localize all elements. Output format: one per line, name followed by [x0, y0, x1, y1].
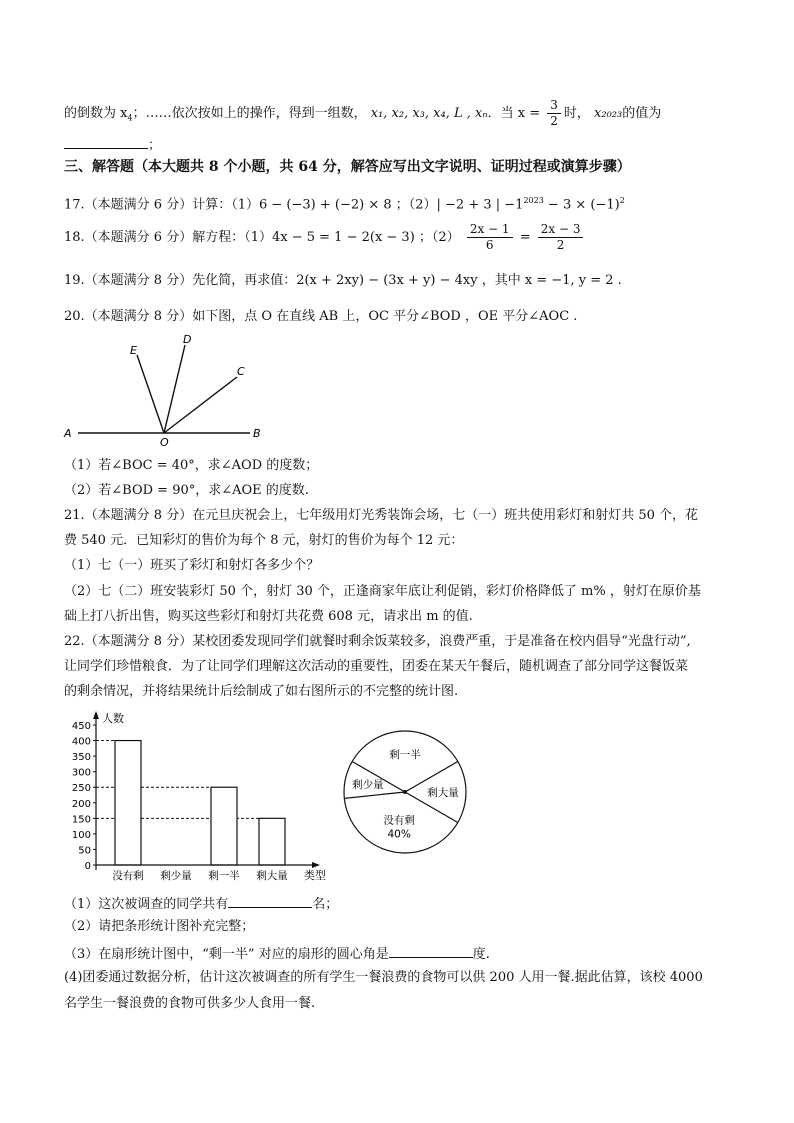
category-label: 剩一半: [208, 870, 240, 882]
angle-diagram: [60, 330, 280, 450]
question-22-part3: （3）在扇形统计图中，“剩一半” 对应的扇形的圆心角是 度.: [64, 943, 490, 964]
question-21-line2: 费 540 元．已知彩灯的售价为每个 8 元，射灯的售价为每个 12 元：: [64, 533, 464, 548]
y-tick-label: 400: [71, 736, 91, 748]
pie-slice-label: 剩一半: [389, 749, 421, 761]
question-20-part2: （2）若∠BOD = 90°，求∠AOE 的度数.: [64, 483, 309, 498]
y-axis-label: 人数: [102, 712, 124, 725]
y-tick-label: 100: [71, 829, 91, 841]
y-tick-label: 450: [71, 721, 91, 732]
question-21-part2-line2: 础上打八折出售，购买这些彩灯和射灯共花费 608 元，请求出 m 的值.: [64, 609, 473, 624]
question-21-part2-line1: （2）七（二）班安装彩灯 50 个，射灯 30 个，正逢商家年底让利促销，彩灯价格降低了 m% ，射灯在原价基: [64, 584, 701, 599]
fraction-left: $\frac{2x - 1}{6}$: [467, 222, 513, 253]
section-heading: 三、解答题（本大题共 8 个小题，共 64 分，解答应写出文字说明、证明过程或演算步骤）: [64, 159, 631, 175]
fraction-3-over-2: $\frac{3}{2}$: [547, 98, 561, 129]
q16-tail-line1: 的倒数为 $x_4$；……依次按如上的操作，得到一组数， x₁, x₂, x₃, x₄, L , xₙ．当 x = $\frac{3}{2}$ 时， x₂₀₂₃的值为: [64, 98, 662, 128]
question-21-part1: （1）七（一）班买了彩灯和射灯各多少个？: [64, 558, 320, 573]
question-22-part4-line1: (4)团委通过数据分析，估计这次被调查的所有学生一餐浪费的食物可以供 200 人用一餐.据此估算，该校 4000: [64, 970, 703, 985]
bar-chart: [60, 705, 330, 885]
y-axis-arrow: [93, 711, 99, 719]
question-22-line2: 让同学们珍惜粮食．为了让同学们理解这次活动的重要性，团委在某天午餐后，随机调查了部分同学这餐饭菜: [64, 659, 689, 674]
bar-2: [211, 787, 237, 865]
question-17: 17.（本题满分 6 分）计算：（1）6 − (−3) + (−2) × 8 ；（2）| −2 + 3 | $-1^{2023} - 3 \times (-1)^2$: [64, 196, 625, 213]
y-tick-label: 150: [71, 814, 91, 826]
y-tick-label: 350: [71, 752, 91, 764]
y-tick-label: 250: [71, 783, 91, 795]
y-tick-label: 200: [71, 798, 91, 810]
question-22-line1: 22.（本题满分 8 分）某校团委发现同学们就餐时剩余饭菜较多，浪费严重，于是准备在校内倡导“光盘行动”,: [64, 634, 691, 649]
y-tick-label: 0: [84, 861, 91, 872]
q16-tail-line2: ；: [64, 134, 161, 155]
pie-slice-percent: 40%: [387, 828, 411, 841]
pie-center: [403, 790, 407, 794]
bar-3: [259, 818, 285, 865]
question-22-part2: （2）请把条形统计图补充完整；: [64, 919, 255, 934]
label-b: B: [253, 427, 261, 440]
pie-chart: [335, 727, 475, 857]
label-c: C: [237, 365, 245, 378]
x-axis-arrow: [312, 862, 320, 868]
pie-slice-label: 没有剩: [383, 814, 415, 827]
question-21-line1: 21.（本题满分 8 分）在元旦庆祝会上，七年级用灯光秀装饰会场，七（一）班共使用彩灯和射灯共 50 个，花: [64, 508, 699, 523]
question-20-part1: （1）若∠BOC = 40°，求∠AOD 的度数；: [64, 458, 319, 473]
bar-0: [115, 741, 141, 865]
pie-slice-label: 剩少量: [352, 779, 384, 792]
question-22-part4-line2: 名学生一餐浪费的食物可供多少人食用一餐.: [64, 996, 316, 1011]
question-22-line3: 的剩余情况，并将结果统计后绘制成了如右图所示的不完整的统计图.: [64, 684, 459, 699]
label-o: O: [160, 436, 169, 449]
answer-blank: [64, 134, 148, 149]
y-tick-label: 300: [71, 767, 91, 779]
label-a: A: [64, 427, 72, 440]
label-e: E: [130, 344, 137, 357]
y-tick-label: 50: [78, 845, 91, 857]
fraction-right: $\frac{2x - 3}{2}$: [538, 222, 584, 253]
question-18: 18.（本题满分 6 分）解方程：（1）4x − 5 = 1 − 2(x − 3) ；（2） $\frac{2x - 1}{6}$ = $\frac{2x - 3}{2}$: [64, 222, 586, 253]
ray-oe: [137, 355, 164, 433]
pie-slice-label: 剩大量: [427, 787, 459, 799]
question-20: 20.（本题满分 8 分）如下图，点 O 在直线 AB 上，OC 平分∠BOD ，OE 平分∠AOC .: [64, 309, 578, 324]
category-label: 没有剩: [112, 870, 144, 882]
label-d: D: [183, 333, 192, 346]
category-label: 剩大量: [256, 870, 288, 882]
answer-blank: [389, 943, 473, 958]
x-axis-label: 类型: [304, 869, 326, 882]
category-label: 剩少量: [160, 870, 192, 882]
sequence-notation: x₁, x₂, x₃, x₄, L , xₙ: [370, 106, 488, 121]
question-19: 19.（本题满分 8 分）先化简，再求值：2(x + 2xy) − (3x + y) − 4xy ，其中 x = −1, y = 2 .: [64, 273, 622, 288]
answer-blank: [228, 893, 312, 908]
question-22-part1: （1）这次被调查的同学共有 名；: [64, 893, 338, 914]
